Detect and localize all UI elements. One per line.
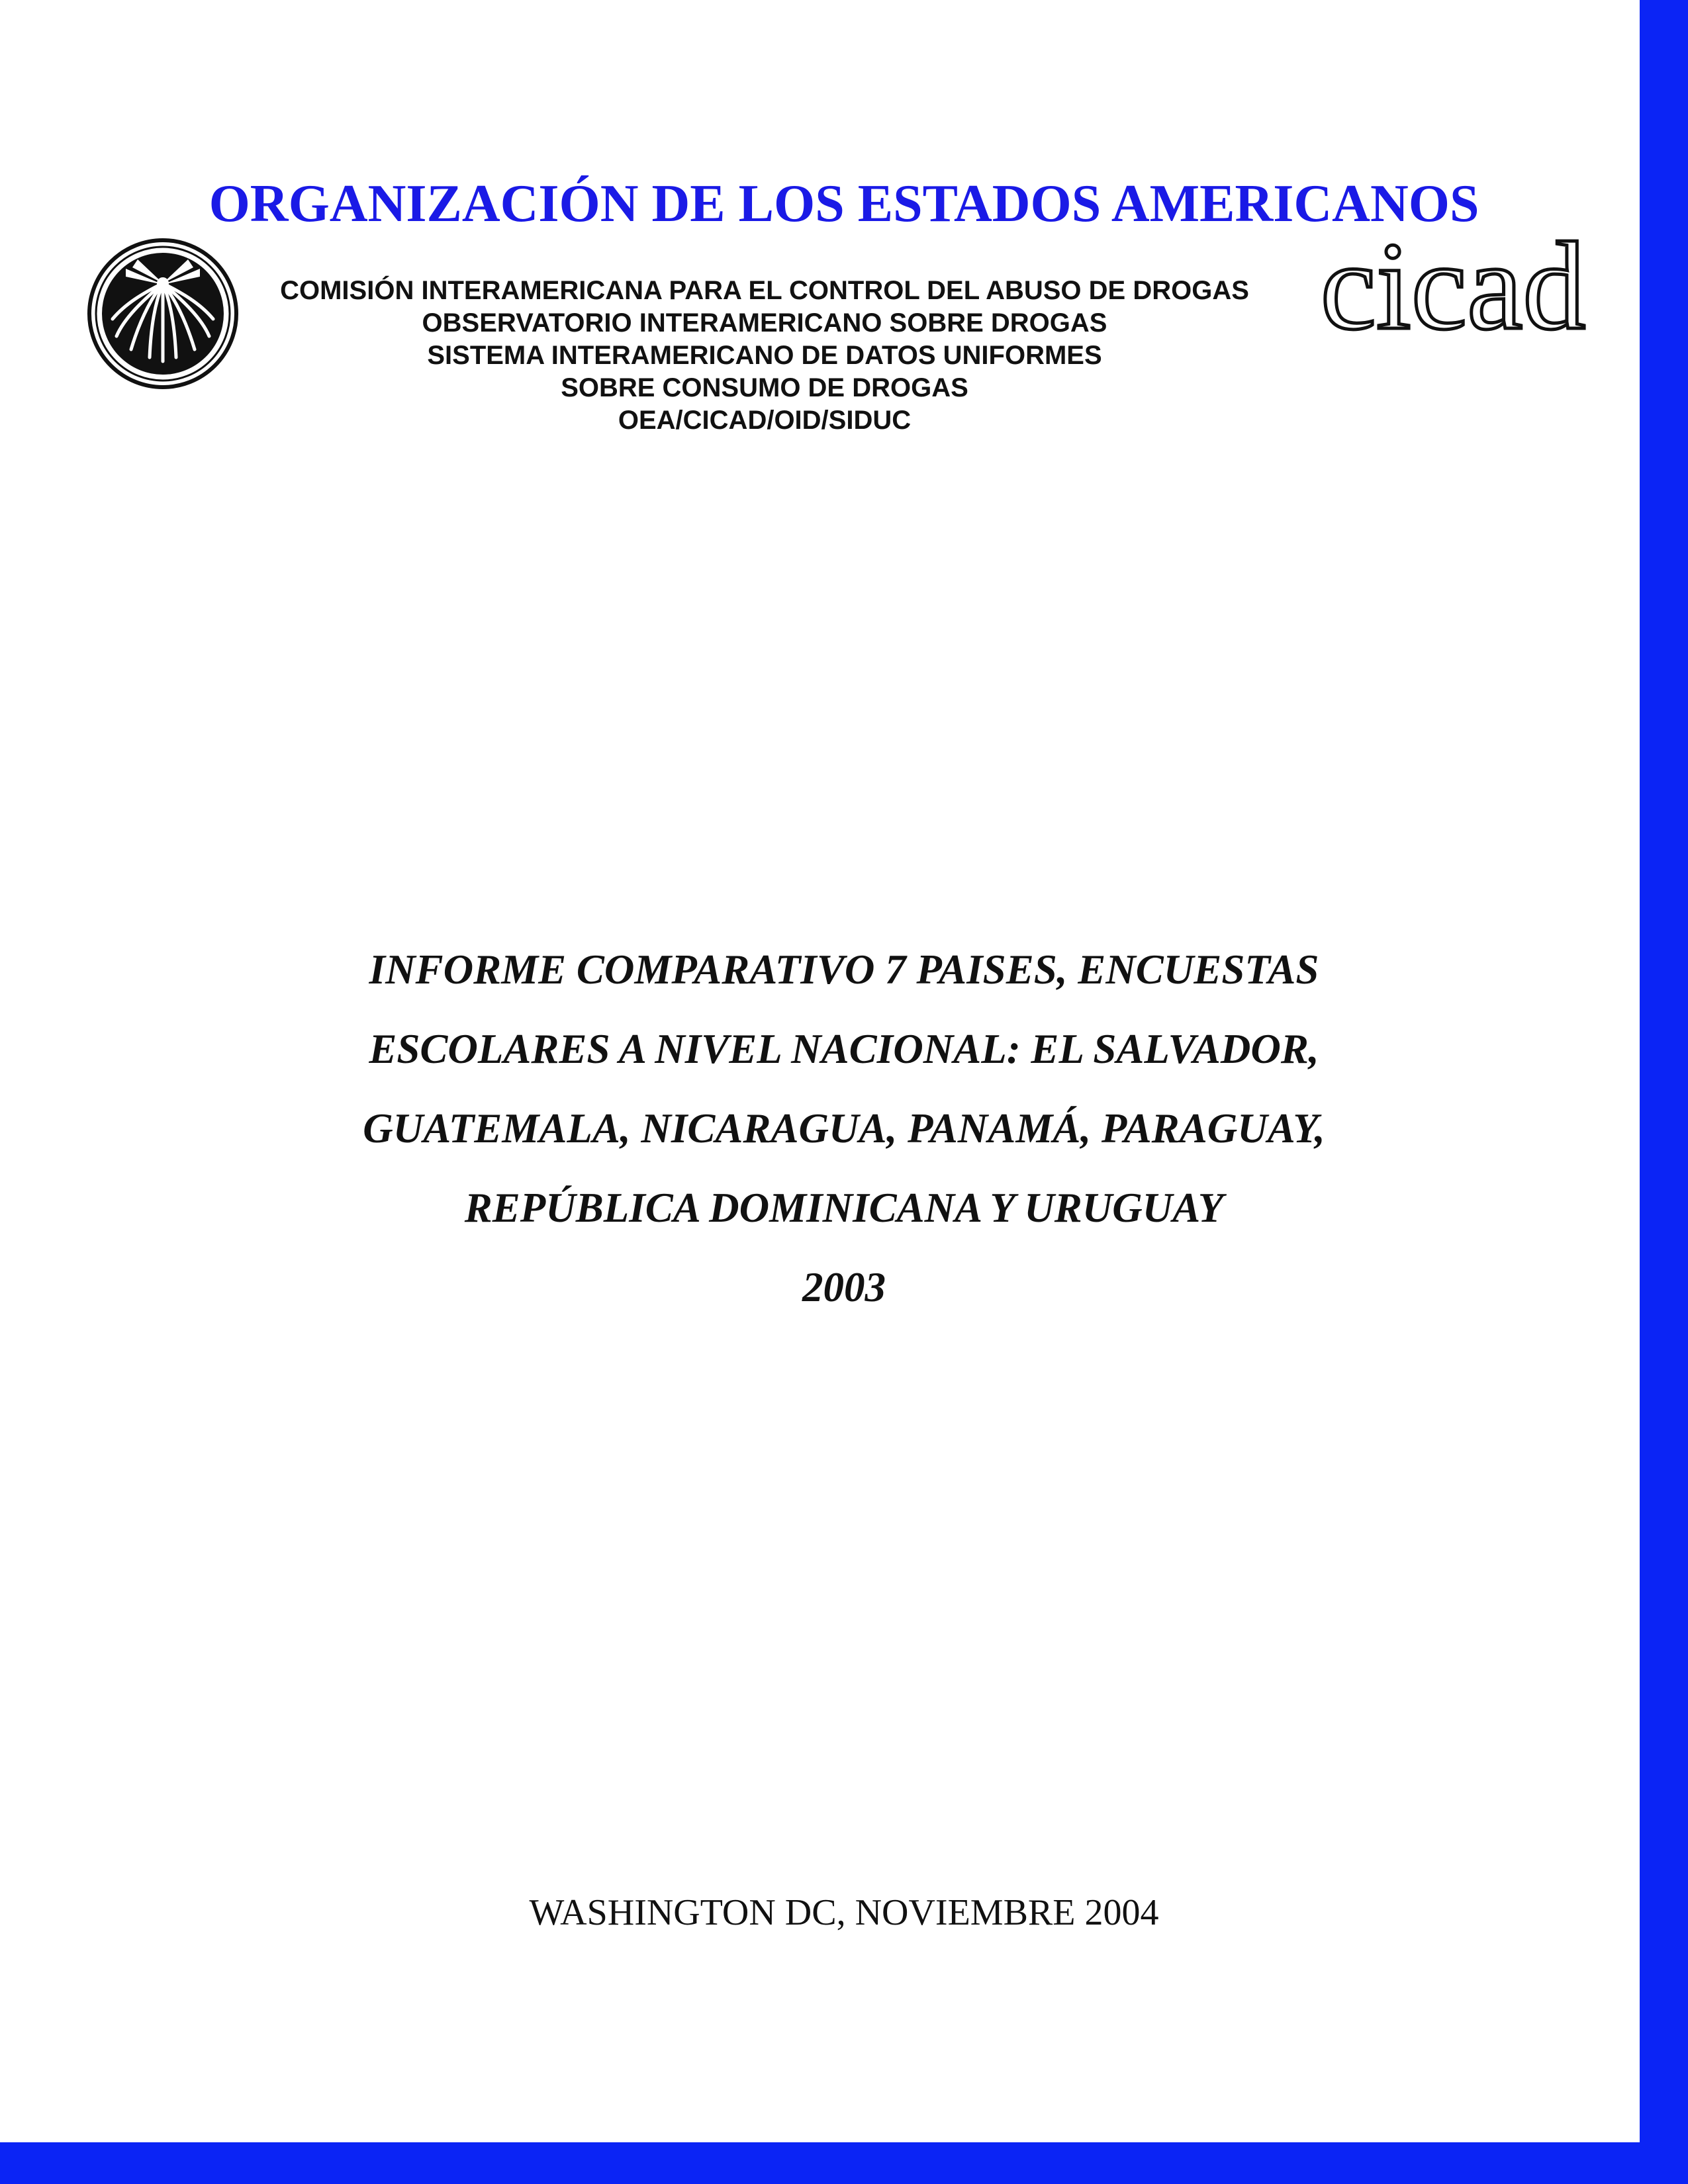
report-title-year: 2003	[802, 1264, 886, 1310]
subheader-line-system: SISTEMA INTERAMERICANO DE DATOS UNIFORMES	[427, 341, 1102, 370]
organization-title: ORGANIZACIÓN DE LOS ESTADOS AMERICANOS	[209, 175, 1479, 233]
cicad-logo	[1304, 230, 1602, 349]
report-title	[199, 930, 1489, 1327]
subheader-line-commission: COMISIÓN INTERAMERICANA PARA EL CONTROL DEL ABUSO DE DROGAS	[280, 276, 1249, 305]
oas-seal-icon	[86, 237, 240, 390]
place-and-date: WASHINGTON DC, NOVIEMBRE 2004	[529, 1892, 1159, 1933]
report-title-line-4: REPÚBLICA DOMINICANA Y URUGUAY	[464, 1185, 1224, 1231]
cicad-logo-text: cicad	[1320, 230, 1586, 349]
report-title-line-2: ESCOLARES A NIVEL NACIONAL: EL SALVADOR,	[369, 1026, 1319, 1072]
blue-frame-bottom	[0, 2142, 1688, 2184]
subheader-line-consumption: SOBRE CONSUMO DE DROGAS	[561, 373, 968, 402]
blue-frame-right	[1640, 0, 1688, 2184]
commission-subheader	[225, 275, 1304, 437]
report-title-line-3: GUATEMALA, NICARAGUA, PANAMÁ, PARAGUAY,	[363, 1105, 1325, 1152]
subheader-line-observatory: OBSERVATORIO INTERAMERICANO SOBRE DROGAS	[422, 308, 1107, 338]
report-title-line-1: INFORME COMPARATIVO 7 PAISES, ENCUESTAS	[369, 946, 1319, 993]
subheader-line-code: OEA/CICAD/OID/SIDUC	[618, 406, 912, 435]
